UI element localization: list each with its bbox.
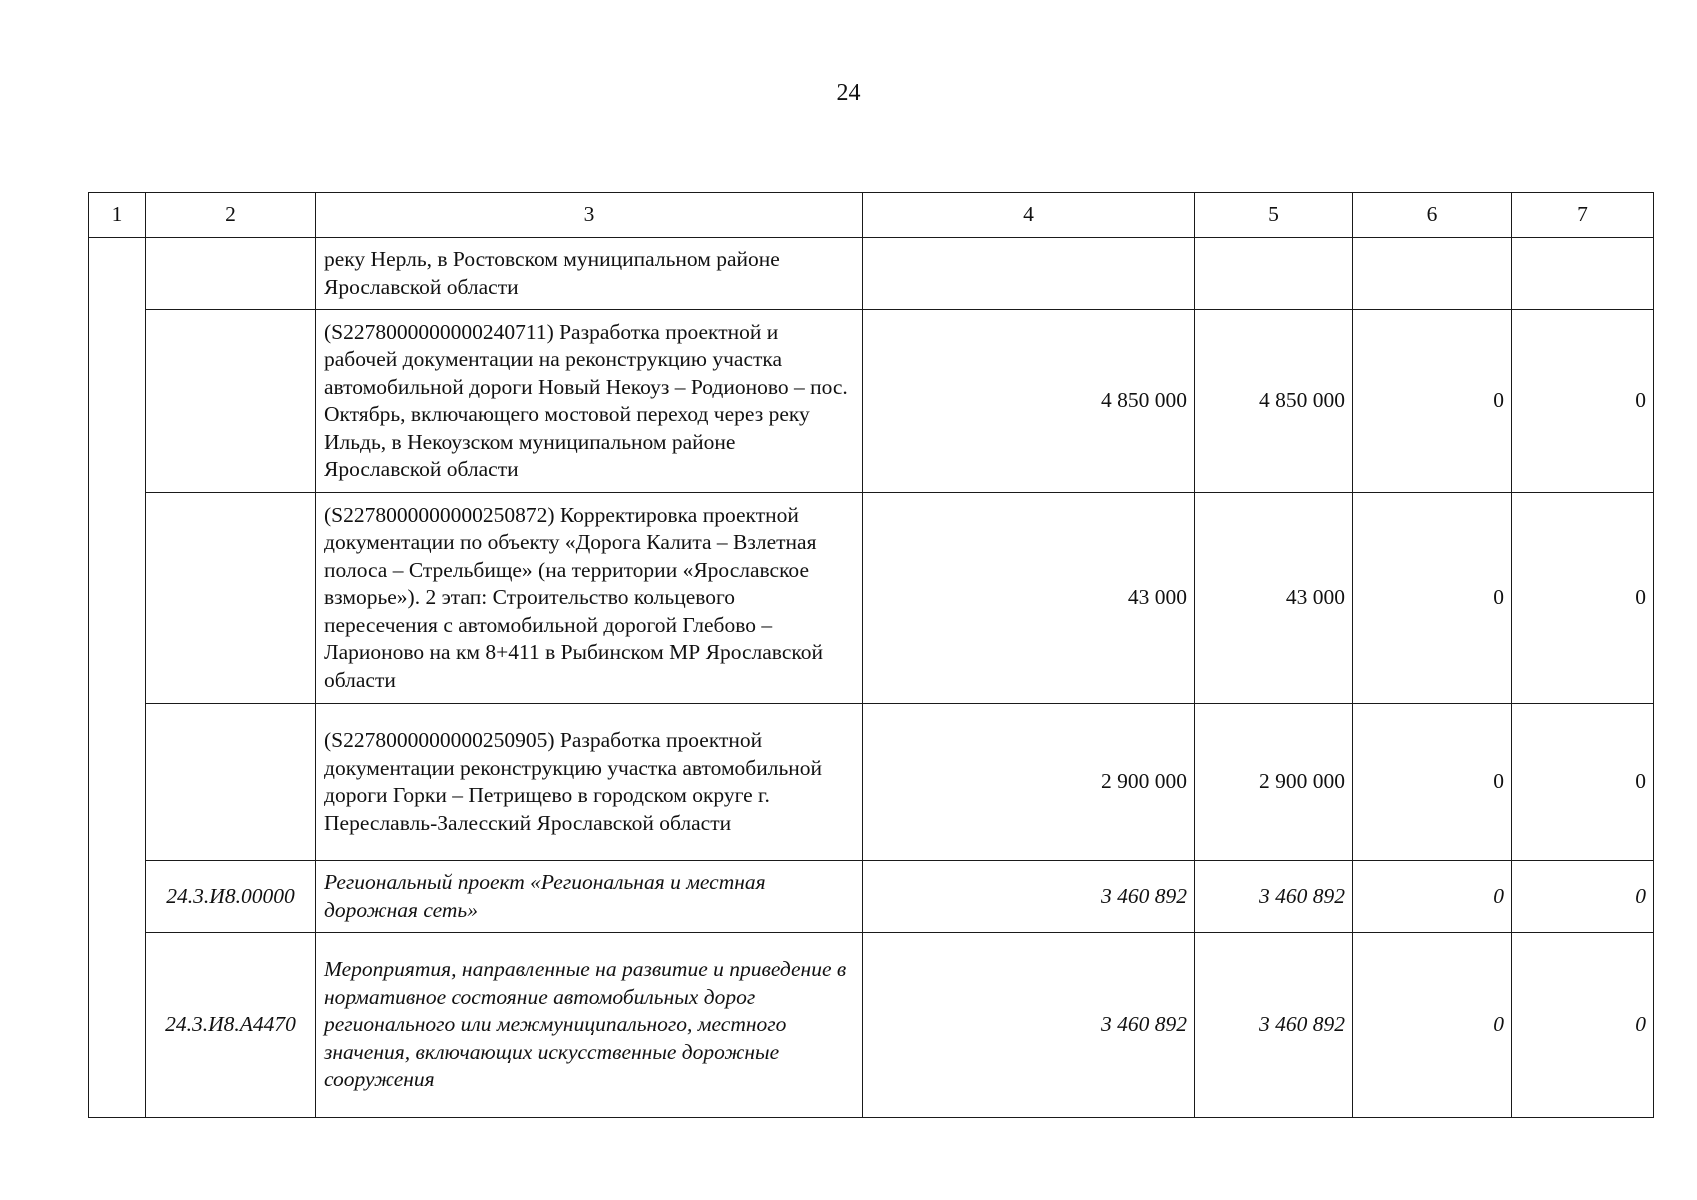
col5-cell: 4 850 000 <box>1195 310 1353 493</box>
col5-cell: 43 000 <box>1195 493 1353 704</box>
col4-cell <box>863 238 1195 310</box>
column-header: 4 <box>863 193 1195 238</box>
code-cell: 24.3.И8.00000 <box>146 861 316 933</box>
col5-cell: 3 460 892 <box>1195 861 1353 933</box>
code-cell <box>146 238 316 310</box>
col7-cell: 0 <box>1512 933 1654 1118</box>
budget-table <box>88 192 1654 1118</box>
description-cell: (S2278000000000240711) Разработка проектной и рабочей документации на реконструкцию участка автомобильной дороги Новый Некоуз – Родионово – пос. Октябрь, включающего мостовой переход через реку Ильдь, в Некоузском муниципальном районе Ярославской области <box>316 310 863 493</box>
column-header: 1 <box>89 193 146 238</box>
table-row <box>89 238 1654 310</box>
column-header: 5 <box>1195 193 1353 238</box>
column-header: 6 <box>1353 193 1512 238</box>
col5-cell <box>1195 238 1353 310</box>
col7-cell: 0 <box>1512 704 1654 861</box>
table-row <box>89 861 1654 933</box>
table-row <box>89 310 1654 493</box>
col4-cell: 4 850 000 <box>863 310 1195 493</box>
col7-cell: 0 <box>1512 493 1654 704</box>
page-number: 24 <box>836 80 861 106</box>
code-cell <box>146 310 316 493</box>
table-row <box>89 704 1654 861</box>
empty-first-column-cell <box>89 238 146 1118</box>
table-row <box>89 933 1654 1118</box>
table-header-row <box>89 193 1654 238</box>
table-row <box>89 493 1654 704</box>
col6-cell: 0 <box>1353 933 1512 1118</box>
code-cell: 24.3.И8.А4470 <box>146 933 316 1118</box>
description-cell: (S2278000000000250905) Разработка проектной документации реконструкцию участка автомобильной дороги Горки – Петрищево в городском округе г. Переславль-Залесский Ярославской области <box>316 704 863 861</box>
col7-cell: 0 <box>1512 861 1654 933</box>
column-header: 2 <box>146 193 316 238</box>
description-cell: реку Нерль, в Ростовском муниципальном районе Ярославской области <box>316 238 863 310</box>
column-header: 3 <box>316 193 863 238</box>
column-header: 7 <box>1512 193 1654 238</box>
col5-cell: 3 460 892 <box>1195 933 1353 1118</box>
col4-cell: 2 900 000 <box>863 704 1195 861</box>
col4-cell: 43 000 <box>863 493 1195 704</box>
col6-cell: 0 <box>1353 493 1512 704</box>
col6-cell: 0 <box>1353 704 1512 861</box>
code-cell <box>146 493 316 704</box>
col6-cell: 0 <box>1353 861 1512 933</box>
col5-cell: 2 900 000 <box>1195 704 1353 861</box>
col6-cell <box>1353 238 1512 310</box>
description-cell: Мероприятия, направленные на развитие и приведение в нормативное состояние автомобильных дорог регионального или межмуниципального, местного значения, включающих искусственные дорожные сооружения <box>316 933 863 1118</box>
description-cell: (S2278000000000250872) Корректировка проектной документации по объекту «Дорога Калита – Взлетная полоса – Стрельбище» (на территории «Ярославское взморье»). 2 этап: Строительство кольцевого пересечения с автомобильной дорогой Глебово – Ларионово на км 8+411 в Рыбинском МР Ярославской области <box>316 493 863 704</box>
description-cell: Региональный проект «Региональная и местная дорожная сеть» <box>316 861 863 933</box>
col6-cell: 0 <box>1353 310 1512 493</box>
col7-cell <box>1512 238 1654 310</box>
col4-cell: 3 460 892 <box>863 861 1195 933</box>
col4-cell: 3 460 892 <box>863 933 1195 1118</box>
col7-cell: 0 <box>1512 310 1654 493</box>
code-cell <box>146 704 316 861</box>
